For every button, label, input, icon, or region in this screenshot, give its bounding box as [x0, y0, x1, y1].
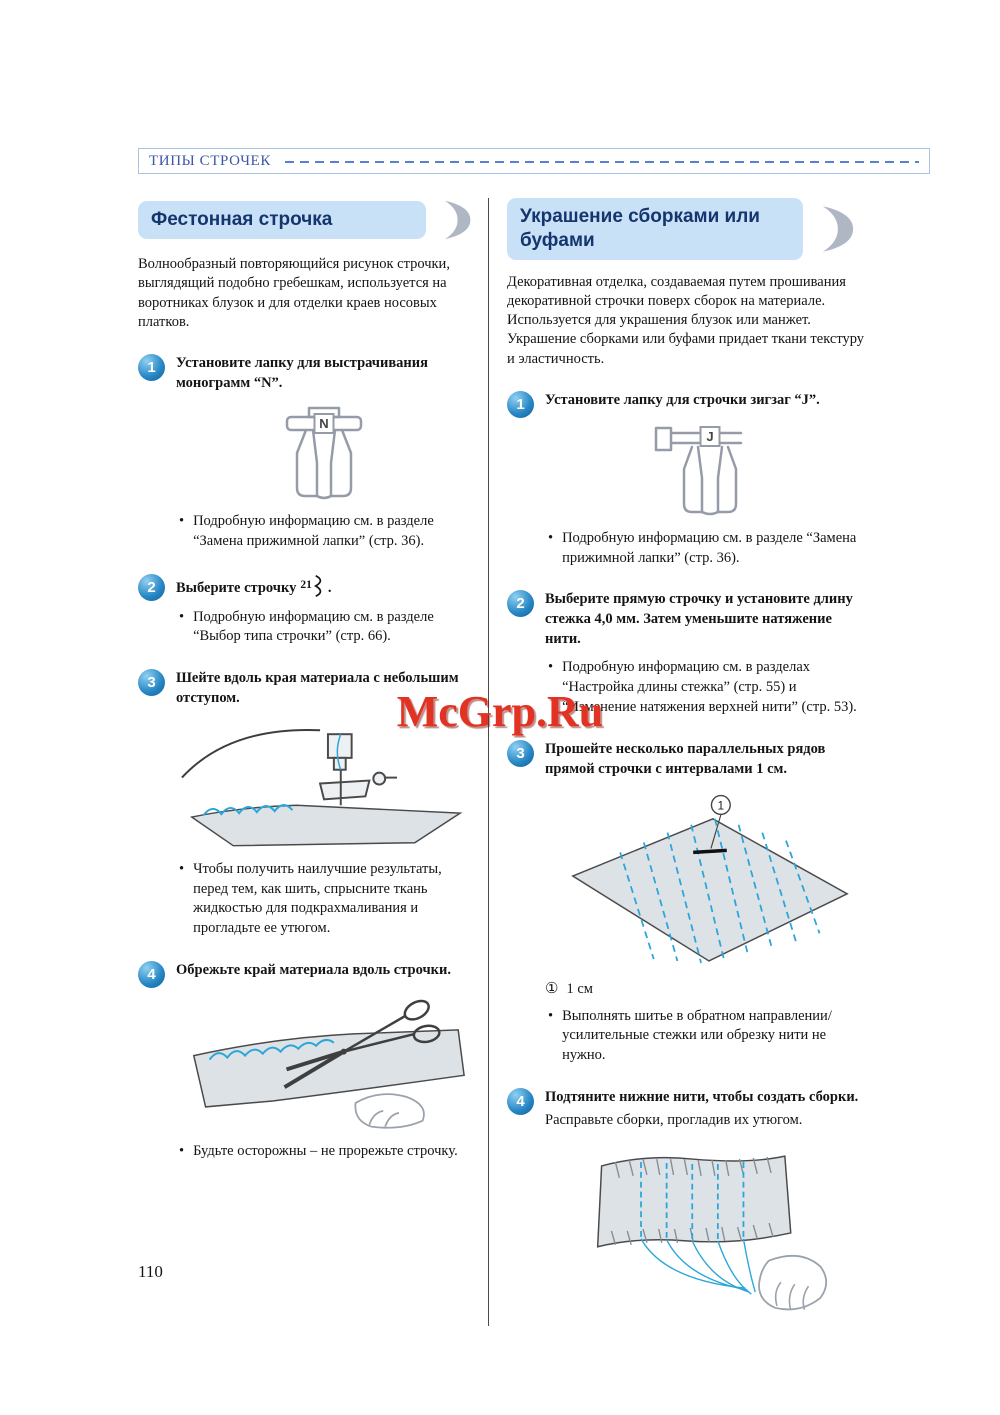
step-title: Установите лапку для выстрачивания монограмм “N”. — [176, 355, 428, 392]
step-number: 3 — [147, 674, 156, 691]
figure-legend — [545, 979, 870, 998]
step-title — [176, 573, 472, 599]
step-number-badge — [138, 354, 165, 381]
step-number: 1 — [147, 359, 156, 377]
gathering-threads-illustration — [576, 1142, 840, 1318]
figure-sewing-scallop-edge — [176, 720, 472, 851]
section-intro-left — [138, 255, 472, 332]
step-title-suffix: . — [327, 579, 332, 596]
note-text: Подробную информацию см. в разделах “Настройка длины стежка” (стр. 55) и “Изменение натяжения верхней нити” (стр. 53). — [562, 659, 857, 715]
two-column-layout — [138, 198, 930, 1326]
figure-parallel-stitch-rows — [545, 791, 870, 971]
page-header — [138, 148, 930, 174]
crescent-decoration-icon — [817, 203, 855, 255]
step-title-text: Выберите строчку — [176, 579, 297, 596]
step-number-badge — [138, 961, 165, 988]
bullet-marker: • — [548, 1007, 554, 1024]
note-bullet — [176, 512, 472, 551]
note-text: Подробную информацию см. в разделе “Замена прижимной лапки” (стр. 36). — [562, 529, 857, 566]
step-right-4 — [507, 1087, 870, 1326]
note-text: Будьте осторожны – не прорежьте строчку. — [193, 1142, 458, 1159]
watermark: McGrp.Ru — [396, 687, 604, 736]
scissors-trimming-illustration — [176, 992, 472, 1133]
page-number: 110 — [138, 1262, 163, 1281]
column-left — [138, 198, 488, 1326]
stitch-number: 21 — [300, 578, 312, 591]
step-subtext: Расправьте сборки, прогладив их утюгом. — [545, 1111, 803, 1128]
step-number-badge — [507, 1088, 534, 1115]
intro-paragraph: Украшение сборками или буфами придает ткани текстуру и эластичность. — [507, 331, 865, 367]
step-number-badge — [507, 590, 534, 617]
legend-text: 1 см — [566, 980, 593, 997]
note-bullet — [176, 1142, 472, 1162]
step-number: 2 — [516, 595, 525, 613]
scallop-stitch-icon — [314, 573, 326, 599]
presser-foot-j-illustration — [640, 422, 775, 520]
page-header-title: ТИПЫ СТРОЧЕК — [149, 152, 271, 169]
sewing-machine-scallop-illustration — [176, 720, 472, 851]
step-title: Выберите прямую строчку и установите длину стежка 4,0 мм. Затем уменьшите натяжение нити. — [545, 591, 853, 648]
parallel-rows-illustration — [555, 791, 861, 971]
header-dashed-line-decoration — [285, 161, 919, 163]
legend-marker: ① — [545, 980, 559, 997]
foot-label-n: N — [318, 416, 329, 432]
figure-scissors-trimming — [176, 992, 472, 1133]
step-right-3 — [507, 739, 870, 1066]
step-number-badge — [507, 391, 534, 418]
step-title: Установите лапку для строчки зигзаг “J”. — [545, 391, 820, 408]
step-number-badge — [138, 574, 165, 601]
section-title-scallop-stitching: Фестонная строчка — [138, 201, 426, 239]
bullet-marker: • — [179, 608, 185, 625]
step-number: 3 — [516, 744, 525, 762]
note-text: Чтобы получить наилучшие результаты, перед тем, как шить, спрысните ткань жидкостью для подкрахмаливания и прогладьте ее утюгом. — [193, 861, 442, 937]
step-right-1 — [507, 390, 870, 568]
step-title: Подтяните нижние нити, чтобы создать сборки. — [545, 1088, 859, 1105]
note-bullet — [545, 529, 870, 568]
note-bullet — [176, 860, 472, 939]
figure-presser-foot-j — [545, 422, 870, 520]
presser-foot-n-illustration — [262, 405, 387, 503]
step-left-1 — [138, 353, 472, 551]
step-title: Прошейте несколько параллельных рядов прямой строчки с интервалами 1 см. — [545, 740, 826, 777]
figure-gathering-threads — [545, 1142, 870, 1318]
note-bullet — [545, 1007, 870, 1066]
step-number-badge — [138, 669, 165, 696]
note-bullet — [176, 608, 472, 647]
step-number-badge — [507, 740, 534, 767]
step-number: 2 — [147, 578, 156, 596]
section-header-left — [138, 198, 472, 242]
crescent-decoration-icon — [440, 198, 472, 242]
step-title: Шейте вдоль края материала с небольшим отступом. — [176, 670, 459, 706]
step-left-4 — [138, 960, 472, 1162]
intro-paragraph: Декоративная отделка, создаваемая путем прошивания декоративной строчки поверх сборок на материале. Используется для украшения блузок или манжет. — [507, 273, 846, 329]
bullet-marker: • — [548, 529, 554, 546]
column-right — [489, 198, 930, 1326]
bullet-marker: • — [179, 1142, 185, 1159]
step-left-2 — [138, 573, 472, 647]
step-number: 4 — [516, 1092, 525, 1110]
step-title: Обрежьте край материала вдоль строчки. — [176, 961, 451, 978]
bullet-marker: • — [179, 513, 185, 530]
section-intro-right — [507, 273, 870, 369]
note-text: Выполнять шитье в обратном направлении/усилительные стежки или обрезку нити не нужно. — [562, 1007, 832, 1063]
step-number: 4 — [147, 965, 156, 983]
step-number: 1 — [516, 395, 525, 413]
bullet-marker: • — [179, 861, 185, 877]
note-text: Подробную информацию см. в разделе “Замена прижимной лапки” (стр. 36). — [193, 513, 434, 549]
foot-label-j: J — [706, 428, 714, 444]
note-text: Подробную информацию см. в разделе “Выбор типа строчки” (стр. 66). — [193, 608, 434, 645]
section-title-shirring: Украшение сборками или буфами — [507, 198, 803, 260]
section-header-right — [507, 198, 870, 260]
bullet-marker: • — [548, 659, 554, 676]
figure-presser-foot-n — [176, 405, 472, 503]
intro-paragraph: Волнообразный повторяющийся рисунок строчки, выглядящий подобно гребешкам, используется на воротниках блузок и для отделки краев носовых платков. — [138, 256, 450, 330]
callout-number: 1 — [717, 797, 724, 812]
